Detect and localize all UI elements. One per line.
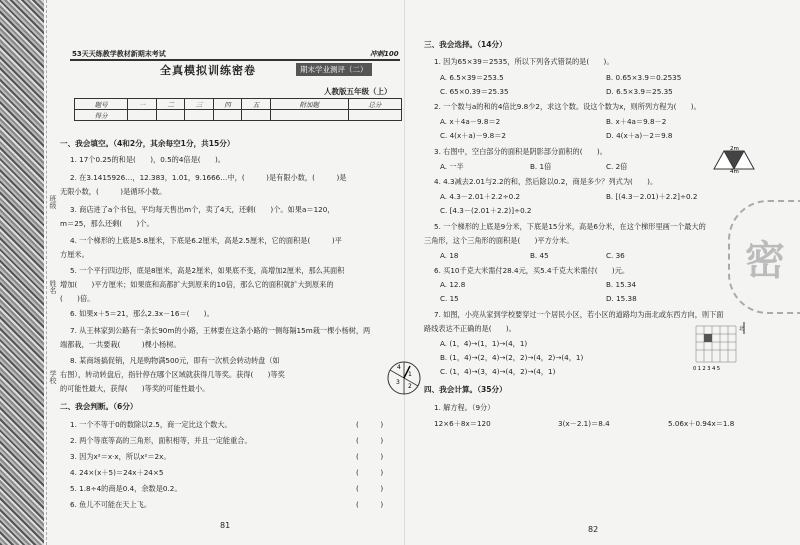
fill-line: 8. 某商场搞促销，凡是购物满500元，即有一次机会转动转盘（如	[70, 356, 280, 365]
choice-line: 3. 右图中，空白部分的面积是阴影部分面积的( )。	[434, 147, 607, 156]
score-input-cell[interactable]	[270, 110, 348, 121]
score-cell: 五	[242, 99, 271, 110]
choice-option[interactable]: B. 45	[530, 251, 549, 260]
choice-option[interactable]: B. (1，4)→(2，4)→(2，2)→(4，2)→(4，1)	[440, 353, 584, 362]
section-3-heading: 三、我会选择。（14分）	[424, 40, 507, 49]
confidential-stamp: 密	[728, 200, 800, 314]
wheel-label: 1	[408, 371, 412, 378]
choice-option[interactable]: C. [4.3－(2.01＋2.2)]÷0.2	[440, 206, 532, 215]
page-divider	[404, 0, 405, 545]
edition-label: 人教版五年级（上）	[324, 87, 392, 96]
wheel-label: 3	[396, 379, 400, 386]
choice-option[interactable]: C. 4(x＋a)－9.8＝2	[440, 131, 506, 140]
choice-option[interactable]: C. 65×0.39＝25.35	[440, 87, 509, 96]
binding-spine-pattern	[0, 0, 44, 545]
choice-option[interactable]: A. 一半	[440, 162, 464, 171]
fill-line: 1. 17个0.25的和是( )，0.5的4倍是( )。	[70, 155, 225, 164]
choice-option[interactable]: B. 0.65×3.9＝0.2535	[606, 73, 682, 82]
fill-line: 的可能性最大，获得( )等奖的可能性最小。	[60, 384, 210, 393]
choice-option[interactable]: D. 4(x＋a)－2＝9.8	[606, 131, 673, 140]
score-input-cell[interactable]	[128, 110, 157, 121]
brand-label: 冲刺100	[370, 50, 399, 58]
score-cell: 得分	[75, 110, 128, 121]
equation: 5.06x＋0.94x＝1.8	[668, 419, 735, 428]
fill-line: 5. 一个平行四边形，底是8厘米，高是2厘米，如果底不变，高增加2厘米，那么其面积	[70, 266, 345, 275]
judge-item: 6. 鱼儿不可能在天上飞。	[70, 500, 152, 509]
section-1-heading: 一、我会填空。（4和2分，其余每空1分，共15分）	[60, 139, 235, 148]
north-label: 北	[739, 326, 745, 332]
score-table	[74, 98, 402, 121]
fill-line: 方厘米。	[60, 250, 89, 259]
fill-line: m＝25，那么还剩( )个。	[60, 219, 154, 228]
exam-tag: 期末学业测评（二）	[296, 63, 372, 76]
route-grid-figure	[690, 320, 750, 372]
answer-paren[interactable]: ( )	[356, 420, 384, 429]
fill-line: 右图），转动转盘后，指针停在哪个区域就获得几等奖。获得( )等奖	[60, 370, 285, 379]
trap-top-label: 2m	[730, 146, 739, 152]
choice-option[interactable]: B. 15.34	[606, 280, 637, 289]
answer-paren[interactable]: ( )	[356, 500, 384, 509]
choice-option[interactable]: B. x＋4a＝9.8－2	[606, 117, 667, 126]
choice-option[interactable]: C. 15	[440, 294, 459, 303]
binding-label-school: 学校	[49, 370, 57, 384]
trap-bottom-label: 4m	[730, 169, 739, 173]
page-number-82: 82	[588, 525, 599, 534]
score-cell: 总分	[348, 99, 401, 110]
section-4-heading: 四、我会计算。（35分）	[424, 385, 507, 394]
binding-label-name: 姓名	[49, 280, 57, 294]
fill-line: 端都栽，一共要栽( )棵小杨树。	[60, 340, 181, 349]
binding-label-class: 班级	[49, 195, 57, 209]
fill-line: 6. 如果x＋5＝21，那么2.3x－16＝( )。	[70, 309, 214, 318]
choice-option[interactable]: D. 6.5×3.9＝25.35	[606, 87, 673, 96]
judge-item: 1. 一个不等于0的数除以2.5，商一定比这个数大。	[70, 420, 232, 429]
choice-option[interactable]: A. 18	[440, 251, 459, 260]
score-cell: 二	[156, 99, 185, 110]
choice-option[interactable]: A. 4.3－2.01＋2.2÷0.2	[440, 192, 521, 201]
score-input-cell[interactable]	[213, 110, 242, 121]
choice-option[interactable]: A. (1，4)→(1，1)→(4，1)	[440, 339, 528, 348]
score-input-cell[interactable]	[348, 110, 401, 121]
answer-paren[interactable]: ( )	[356, 436, 384, 445]
answer-paren[interactable]: ( )	[356, 452, 384, 461]
score-table-score-row	[75, 110, 402, 121]
exam-title: 全真模拟训练密卷	[160, 64, 256, 77]
fill-line: 无限小数，( )是循环小数。	[60, 187, 167, 196]
publisher-label: 53天天练教学教材新期末考试	[72, 50, 166, 58]
choice-option[interactable]: B. [(4.3－2.01)＋2.2]÷0.2	[606, 192, 698, 201]
score-input-cell[interactable]	[185, 110, 214, 121]
score-cell: 题号	[75, 99, 128, 110]
choice-option[interactable]: B. 1倍	[530, 162, 552, 171]
choice-line: 1. 因为65×39＝2535，所以下列各式错误的是( )。	[434, 57, 614, 66]
binding-strip	[46, 0, 61, 545]
choice-line: 6. 买10千克大米需付28.4元，买5.4千克大米需付( )元。	[434, 266, 630, 275]
choice-option[interactable]: C. 2倍	[606, 162, 628, 171]
score-cell: 三	[185, 99, 214, 110]
wheel-label: 4	[397, 364, 401, 371]
fill-line: 增加( )平方厘米；如果底和高都扩大到原来的10倍，那么它的面积就扩大到原来的	[60, 280, 334, 289]
score-cell: 一	[128, 99, 157, 110]
choice-line: 三角形，这个三角形的面积是( )平方分米。	[424, 236, 574, 245]
choice-line: 4. 4.3减去2.01与2.2的和，然后除以0.2，商是多少？列式为( )。	[434, 177, 658, 186]
judge-item: 2. 两个等底等高的三角形，面积相等，并且一定能重合。	[70, 436, 252, 445]
judge-item: 4. 24×(x＋5)＝24x＋24×5	[70, 468, 164, 477]
score-input-cell[interactable]	[242, 110, 271, 121]
choice-line: 路线表达不正确的是( )。	[424, 324, 516, 333]
equation: 3(x－2.1)＝8.4	[558, 419, 610, 428]
sub-question: 1. 解方程。（9分）	[434, 403, 495, 412]
answer-paren[interactable]: ( )	[356, 484, 384, 493]
fill-line: 7. 从王林家到公路有一条长90m的小路，王林要在这条小路的一侧每隔15m栽一棵小杨树，两	[70, 326, 371, 335]
fill-line: 4. 一个梯形的上底是5.8厘米，下底是6.2厘米，高是2.5厘米，它的面积是( )平	[70, 236, 342, 245]
grid-x-labels: 0 1 2 3 4 5	[693, 366, 721, 372]
section-2-heading: 二、我会判断。（6分）	[60, 402, 138, 411]
choice-line: 2. 一个数与a的和的4倍比9.8少2，求这个数。设这个数为x，则所列方程为( )。	[434, 102, 701, 111]
score-table-header-row	[75, 99, 402, 110]
page-81	[60, 0, 412, 545]
choice-option[interactable]: A. 6.5×39＝253.5	[440, 73, 504, 82]
choice-option[interactable]: C. 36	[606, 251, 625, 260]
wheel-label: 2	[408, 383, 412, 390]
fill-line: 3. 商店进了a个书包，平均每天售出m个，卖了4天，还剩( )个。如果a＝120，	[70, 205, 335, 214]
choice-line: 5. 一个梯形的上底是9分米，下底是15分米，高是6分米，在这个梯形里画一个最大的	[434, 222, 706, 231]
choice-line: 7. 如图，小亮从家到学校要穿过一个居民小区，若小区的道路均为南北或东西方向，则下面	[434, 310, 724, 319]
score-input-cell[interactable]	[156, 110, 185, 121]
score-cell: 附加题	[270, 99, 348, 110]
judge-item: 5. 1.8÷4的商是0.4，余数是0.2。	[70, 484, 182, 493]
choice-option[interactable]: C. (1，4)→(3，4)→(4，2)→(4，1)	[440, 367, 556, 376]
fill-line: ( )倍。	[60, 294, 95, 303]
judge-item: 3. 因为x²＝x·x，所以x²＝2x。	[70, 452, 171, 461]
header-rule	[70, 59, 400, 61]
fill-line: 2. 在3.1415926…，12.383，1.0̇1̇，9.1666…中，( )是有限小数，( )是	[70, 173, 347, 182]
score-cell: 四	[213, 99, 242, 110]
equation: 12×6＋8x＝120	[434, 419, 491, 428]
page-number-81: 81	[220, 521, 231, 530]
answer-paren[interactable]: ( )	[356, 468, 384, 477]
choice-option[interactable]: A. x＋4a－9.8＝2	[440, 117, 501, 126]
choice-option[interactable]: D. 15.38	[606, 294, 637, 303]
trapezoid-figure	[712, 145, 756, 173]
choice-option[interactable]: A. 12.8	[440, 280, 466, 289]
